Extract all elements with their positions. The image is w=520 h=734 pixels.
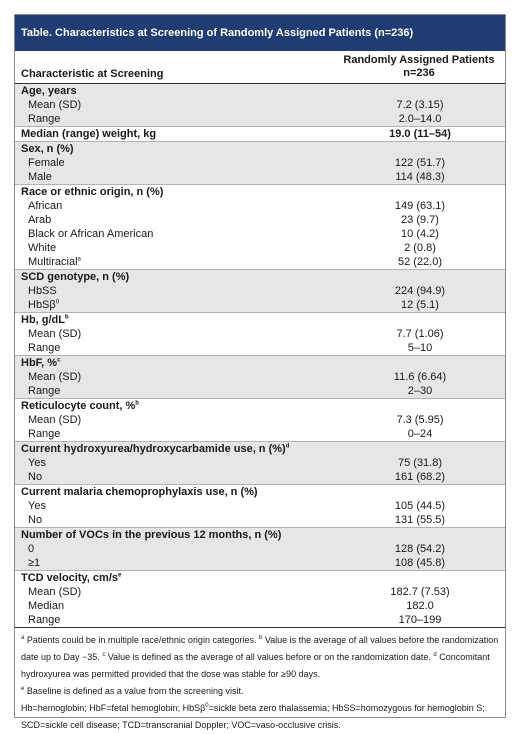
row-label-cell [15,370,333,384]
row-value: 23 (9.7) [401,214,439,226]
row-label-cell [15,255,333,270]
row-label-cell [15,528,333,543]
row-label-cell [15,571,333,586]
row-value [333,313,505,328]
table-row [15,413,505,427]
row-value: 105 (44.5) [394,500,446,512]
table-group-header-row [15,485,505,500]
row-value [333,442,505,457]
row-value: 5–10 [407,342,433,354]
row-label: Number of VOCs in the previous 12 months, n (%) [21,529,282,541]
row-label-cell [15,112,333,127]
row-label: HbF, % [21,357,58,369]
table-row [15,227,505,241]
table-row [15,112,505,127]
table-row [15,599,505,613]
row-value: 224 (94.9) [333,284,505,298]
table-group-header-row [15,399,505,414]
row-label-cell [15,384,333,399]
row-label-cell [15,427,333,442]
row-label: Male [28,171,52,183]
footnote-d-mark: d [433,652,437,658]
row-label-cell [15,170,333,185]
row-label-cell [15,585,333,599]
abbreviations [21,700,499,734]
row-value: 7.7 (1.06) [396,328,444,340]
row-value: 2 (0.8) [404,242,436,254]
row-label: Yes [28,457,46,469]
row-label: Black or African American [28,228,154,240]
row-value: 170–199 [398,614,442,626]
row-value: 12 (5.1) [333,298,505,313]
table-group-header-row [15,142,505,157]
table-row [15,556,505,571]
table-row [15,98,505,112]
row-label-cell [15,227,333,241]
table-row [15,384,505,399]
row-label-superscript: d [285,443,290,450]
row-label: Mean (SD) [28,99,82,111]
row-label-cell [15,356,333,371]
row-value [333,270,505,285]
table-row [15,341,505,356]
row-label: Hb, g/dL [21,314,65,326]
footnote-paragraph-2 [21,683,499,700]
table-group-header-row [15,442,505,457]
row-label-cell [15,313,333,328]
row-label-cell [15,270,333,285]
footnote-d: Concomitant hydroxyurea was permitted provided that the dose was stable for ≥90 days. [21,652,490,679]
table-row [15,456,505,470]
row-label-cell [15,399,333,414]
table-row [15,513,505,528]
table-row [15,613,505,627]
table-row [15,585,505,599]
row-label-cell [15,499,333,513]
row-value [333,485,505,500]
row-label: Range [28,342,61,354]
table-group-header-row [15,571,505,586]
row-label: SCD genotype, n (%) [21,271,130,283]
row-value [333,356,505,371]
table-group-header-row [15,185,505,200]
row-label: Median [28,600,65,612]
table-group-header-row [15,528,505,543]
table-row [15,156,505,170]
table-row [15,327,505,341]
table-group-header-row [15,127,505,142]
row-label-cell [15,213,333,227]
row-label: Current hydroxyurea/hydroxycarbamide use, n (%) [21,443,286,455]
row-value: 149 (63.1) [394,200,446,212]
characteristics-table [15,51,505,627]
row-label-cell [15,470,333,485]
row-label-cell [15,142,333,157]
table-row [15,199,505,213]
row-value: 108 (45.8) [333,556,505,571]
abbreviations-sup: 0 [205,703,209,709]
row-label-superscript: e [118,572,122,579]
table-row [15,213,505,227]
column-header-value-line1: Randomly Assigned Patients [343,54,495,66]
row-label-cell [15,341,333,356]
row-value: 2–30 [333,384,505,399]
row-value [333,142,505,157]
footnote-paragraph-1 [21,632,499,683]
table-group-header-row [15,313,505,328]
row-label: Mean (SD) [28,371,82,383]
row-value: 75 (31.8) [333,456,505,470]
row-label-cell [15,542,333,556]
footnote-e: Baseline is defined as a value from the screening visit. [24,686,244,696]
row-value [333,185,505,200]
row-label-cell [15,442,333,457]
row-value: 122 (51.7) [333,156,505,170]
row-value: 11.6 (6.64) [333,370,505,384]
row-value: 2.0–14.0 [333,112,505,127]
footnote-e-mark: e [21,686,25,692]
row-value: 114 (48.3) [333,170,505,185]
row-value: 19.0 (11–54) [333,127,505,142]
row-label-cell [15,185,333,200]
row-label: Mean (SD) [28,586,82,598]
row-label-cell [15,485,333,500]
footnote-b-mark: b [258,635,263,641]
row-label-cell [15,284,333,298]
row-label-cell [15,413,333,427]
row-label: Range [28,428,61,440]
table-row [15,470,505,485]
row-label: Female [28,157,65,169]
row-label-cell [15,556,333,571]
row-value: 52 (22.0) [397,256,443,268]
footnote-c-mark: c [102,652,106,658]
table-body [15,84,505,628]
column-header-value-line2: n=236 [403,67,435,79]
row-value: 161 (68.2) [333,470,505,485]
row-label-superscript: b [135,400,139,407]
row-label: HbSβ [28,299,56,311]
row-label-cell [15,513,333,528]
row-label: TCD velocity, cm/s [21,572,118,584]
row-label: Range [28,385,61,397]
column-header-characteristic: Characteristic at Screening [15,51,333,84]
row-label: HbSS [28,285,57,297]
footnote-b: Value is the average of all values before the randomization date up to Day −35. [21,635,499,662]
abbreviations-part-1: Hb=hemoglobin; HbF=fetal hemoglobin; HbSβ [21,703,206,713]
table-row [15,298,505,313]
row-label: Yes [28,500,46,512]
table-title: Table. Characteristics at Screening of Randomly Assigned Patients (n=236) [15,15,505,51]
row-value: 0–24 [407,428,433,440]
row-label-cell [15,127,333,142]
row-label-cell [15,599,333,613]
row-value [333,528,505,543]
row-label: Range [28,614,61,626]
row-label-superscript: c [57,357,61,364]
row-label: Arab [28,214,52,226]
row-label: Reticulocyte count, % [21,400,136,412]
row-label: White [28,242,57,254]
row-value: 131 (55.5) [394,514,446,526]
row-label: Sex, n (%) [21,143,74,155]
footnote-a: Patients could be in multiple race/ethnic origin categories. [24,635,259,645]
table-row [15,427,505,442]
table-panel [14,14,506,730]
row-value: 7.3 (5.95) [396,414,444,426]
row-label-cell [15,156,333,170]
column-header-value [333,51,505,84]
row-label: Age, years [21,85,77,97]
table-row [15,255,505,270]
row-value: 182.7 (7.53) [390,586,450,598]
row-value [333,571,505,586]
row-value: 128 (54.2) [333,542,505,556]
row-value [333,399,505,414]
row-label-cell [15,241,333,255]
footnotes [15,627,505,734]
row-label: African [28,200,63,212]
table-row [15,499,505,513]
row-label: Race or ethnic origin, n (%) [21,186,164,198]
row-label: Mean (SD) [28,414,82,426]
table-row [15,370,505,384]
row-label-cell [15,298,333,313]
table-group-header-row [15,356,505,371]
row-label: No [28,514,43,526]
row-label: Range [28,113,61,125]
row-label-superscript: 0 [55,299,60,306]
table-row [15,542,505,556]
row-label-cell [15,613,333,627]
table-group-header-row [15,84,505,99]
table-row [15,170,505,185]
row-label: No [28,471,43,483]
row-label-superscript: a [77,256,81,263]
row-value [333,84,505,99]
row-label: ≥1 [28,557,41,569]
footnote-a-mark: a [21,635,25,641]
row-label: Current malaria chemoprophylaxis use, n (%) [21,486,258,498]
table-group-header-row [15,270,505,285]
table-header-row [15,51,505,84]
table-row [15,284,505,298]
table-row [15,241,505,255]
row-label: Multiracial [28,256,78,268]
row-label: 0 [28,543,35,555]
footnote-c: Value is defined as the average of all values before or on the randomization date. [105,652,434,662]
row-label-cell [15,199,333,213]
row-value: 10 (4.2) [401,228,439,240]
row-value: 182.0 [406,600,434,612]
row-label-cell [15,98,333,112]
row-label: Median (range) weight, kg [21,128,157,140]
row-label-cell [15,327,333,341]
row-label-cell [15,456,333,470]
row-label-cell [15,84,333,99]
abbreviations-part-2: =sickle beta zero thalassemia; HbSS=homozygous for hemoglobin S; SCD=sickle cell disease; TCD=transcranial Doppler; VOC=vaso-occlusive crisis. [21,703,485,730]
row-value: 7.2 (3.15) [333,98,505,112]
row-label-superscript: b [65,314,69,321]
row-label: Mean (SD) [28,328,82,340]
